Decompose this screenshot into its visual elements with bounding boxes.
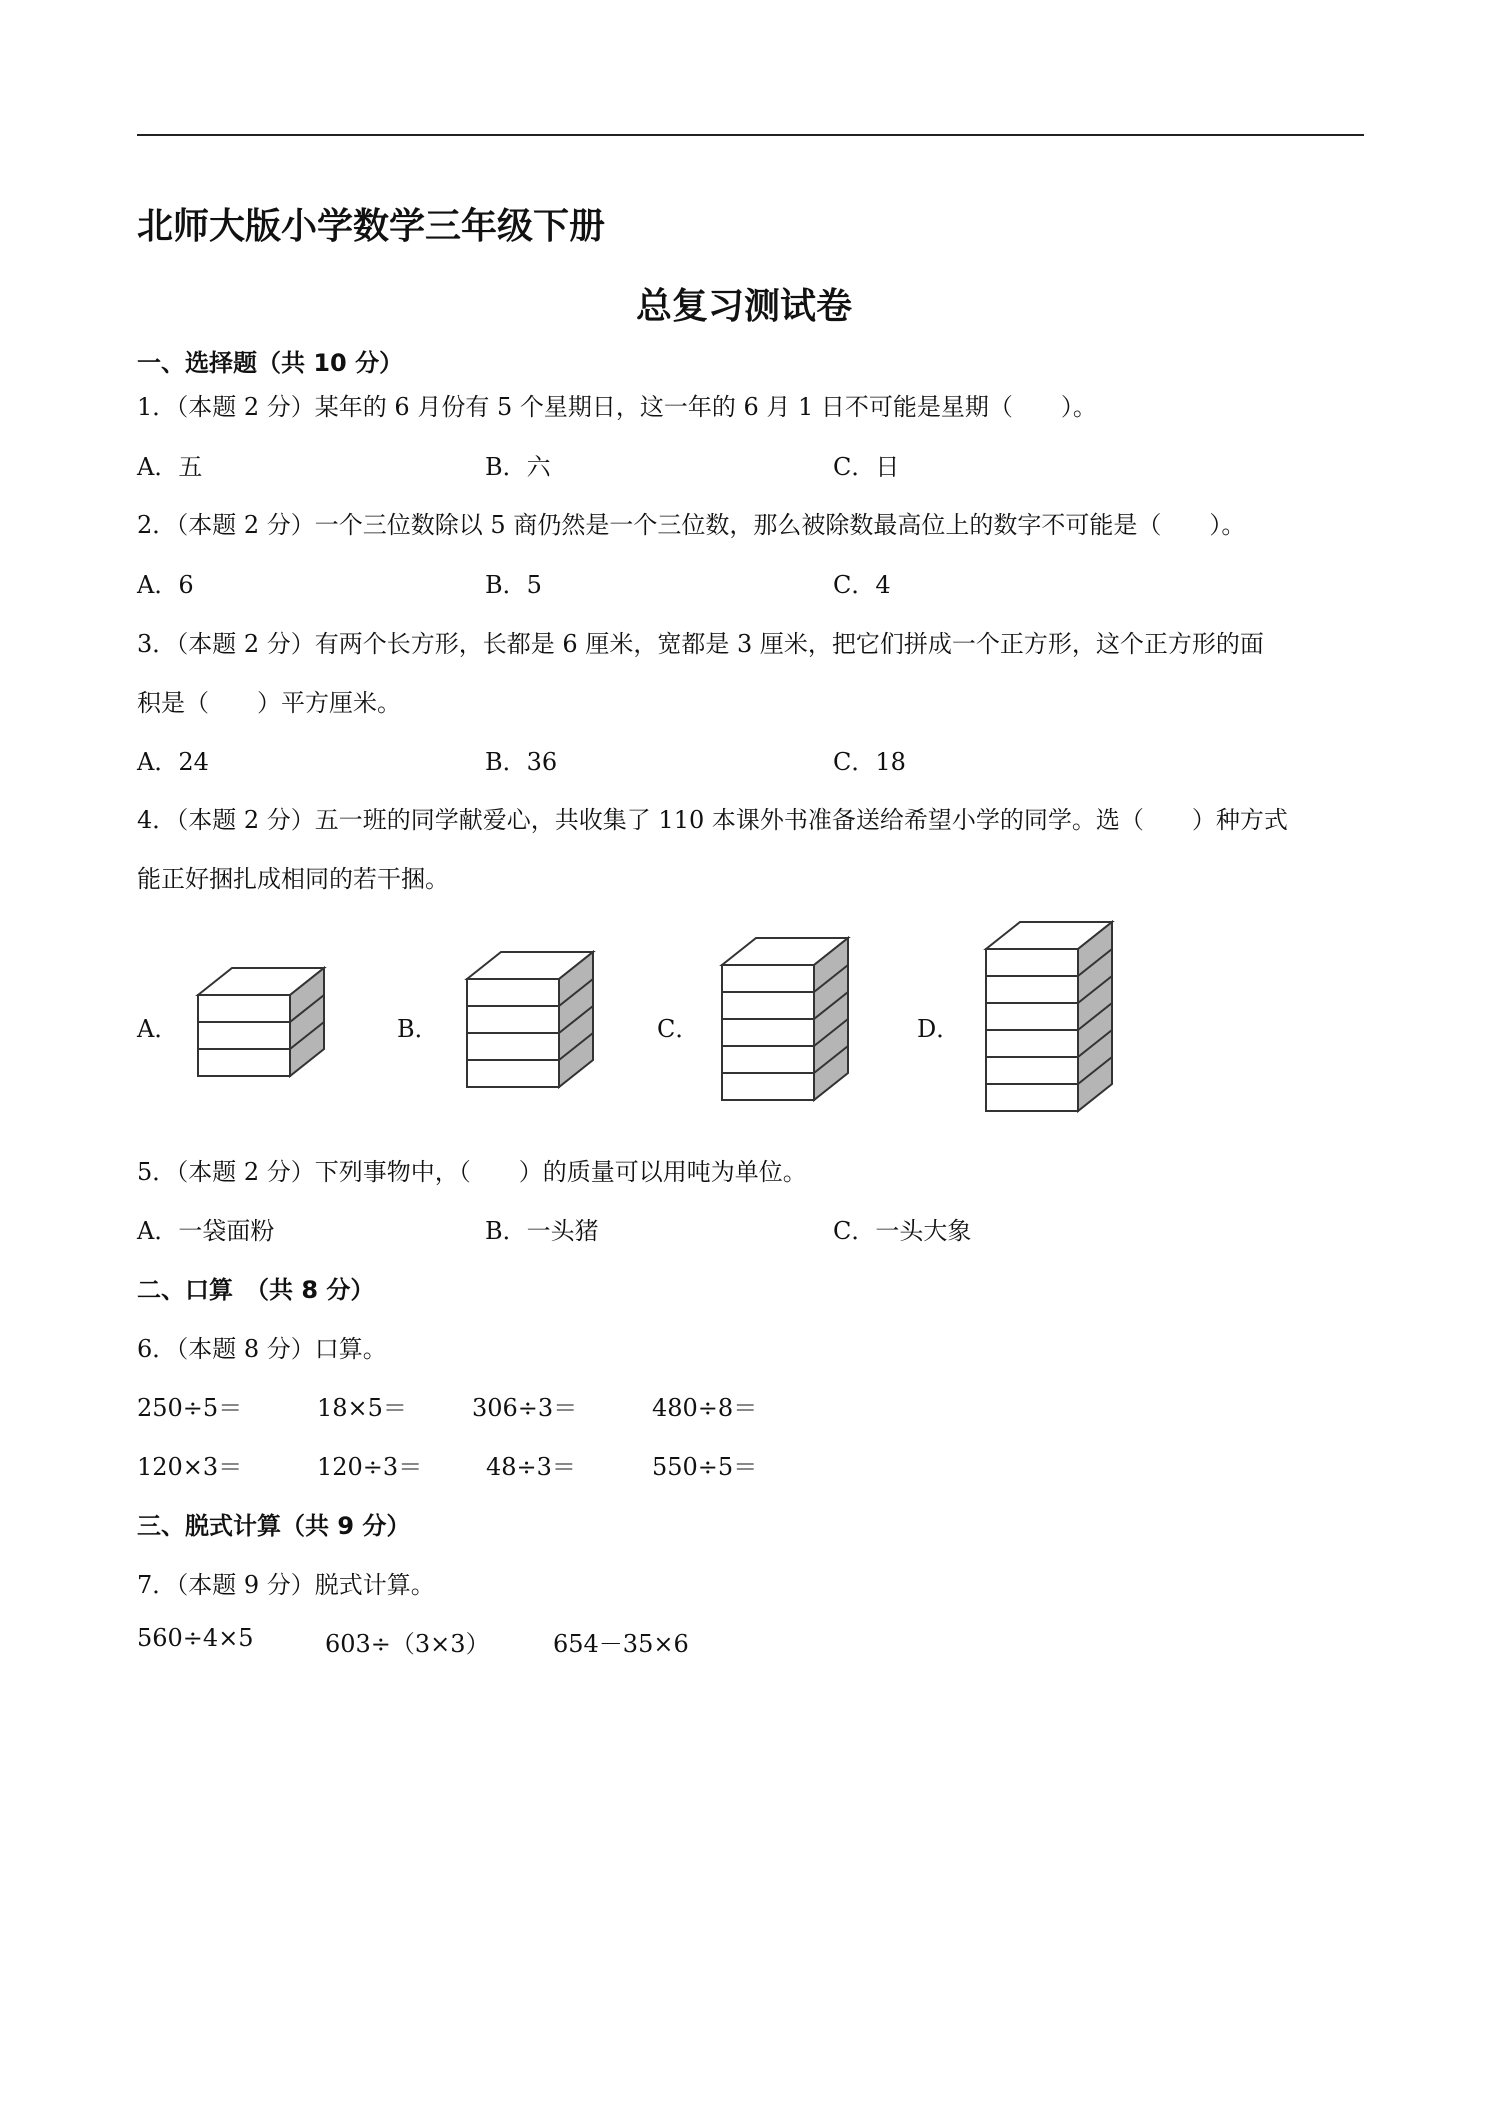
mental-calc-item: 480÷8＝ (652, 1394, 758, 1422)
book-stack-b (465, 950, 595, 1095)
section-heading-stepwise: 三、脱式计算（共 9 分） (137, 1512, 411, 1540)
question-5: 5．（本题 2 分）下列事物中，（ ）的质量可以用吨为单位。 (137, 1158, 807, 1186)
stack-front-face (198, 995, 290, 1076)
question-3-line-2: 积是（ ）平方厘米。 (137, 689, 401, 717)
mental-calc-item: 120×3＝ (137, 1453, 243, 1481)
q5-option-c: C．一头大象 (833, 1217, 972, 1245)
mental-calc-item: 18×5＝ (317, 1394, 407, 1422)
question-3-line-1: 3．（本题 2 分）有两个长方形，长都是 6 厘米，宽都是 3 厘米，把它们拼成一个正方形，这个正方形的面 (137, 630, 1264, 658)
q2-option-c: C．4 (833, 571, 891, 599)
mental-calc-item: 250÷5＝ (137, 1394, 243, 1422)
stepwise-calc-item: 654－35×6 (553, 1630, 689, 1658)
q2-option-b: B．5 (485, 571, 542, 599)
question-2: 2．（本题 2 分）一个三位数除以 5 商仍然是一个三位数，那么被除数最高位上的数字不可能是（ ）。 (137, 511, 1246, 539)
series-title: 北师大版小学数学三年级下册 (137, 206, 606, 247)
q4-option-b: B． (397, 1015, 439, 1043)
question-7: 7．（本题 9 分）脱式计算。 (137, 1571, 435, 1599)
question-4-line-1: 4．（本题 2 分）五一班的同学献爱心，共收集了 110 本课外书准备送给希望小学的同学。选（ ）种方式 (137, 806, 1288, 834)
stack-side-face (814, 938, 848, 1100)
mental-calc-item: 120÷3＝ (317, 1453, 423, 1481)
book-stack-c (720, 936, 850, 1111)
q2-option-a: A．6 (137, 571, 194, 599)
question-4-line-2: 能正好捆扎成相同的若干捆。 (137, 865, 449, 893)
stack-front-face (722, 965, 814, 1100)
q3-option-c: C．18 (833, 748, 906, 776)
q3-option-b: B．36 (485, 748, 558, 776)
q4-option-c: C． (657, 1015, 700, 1043)
q3-option-a: A．24 (137, 748, 209, 776)
header-rule (137, 134, 1364, 136)
stepwise-calc-item: 603÷（3×3） (325, 1630, 490, 1658)
q1-option-c: C．日 (833, 453, 900, 481)
q5-option-b: B．一头猪 (485, 1217, 599, 1245)
question-1: 1．（本题 2 分）某年的 6 月份有 5 个星期日，这一年的 6 月 1 日不可能是星期（ ）。 (137, 393, 1097, 421)
q4-option-a: A． (137, 1015, 179, 1043)
page-title: 总复习测试卷 (635, 286, 852, 327)
mental-calc-item: 306÷3＝ (472, 1394, 578, 1422)
mental-calc-item: 48÷3＝ (486, 1453, 576, 1481)
book-stack-d (984, 920, 1114, 1122)
q5-option-a: A．一袋面粉 (137, 1217, 275, 1245)
mental-calc-item: 550÷5＝ (652, 1453, 758, 1481)
book-stack-a (196, 966, 326, 1086)
q1-option-b: B．六 (485, 453, 551, 481)
section-heading-choice: 一、选择题（共 10 分） (137, 349, 404, 377)
q4-option-d: D． (917, 1015, 961, 1043)
q1-option-a: A．五 (137, 453, 203, 481)
section-heading-mental-math: 二、口算 （共 8 分） (137, 1276, 375, 1304)
question-6: 6．（本题 8 分）口算。 (137, 1335, 387, 1363)
stepwise-calc-item: 560÷4×5 (137, 1624, 254, 1652)
